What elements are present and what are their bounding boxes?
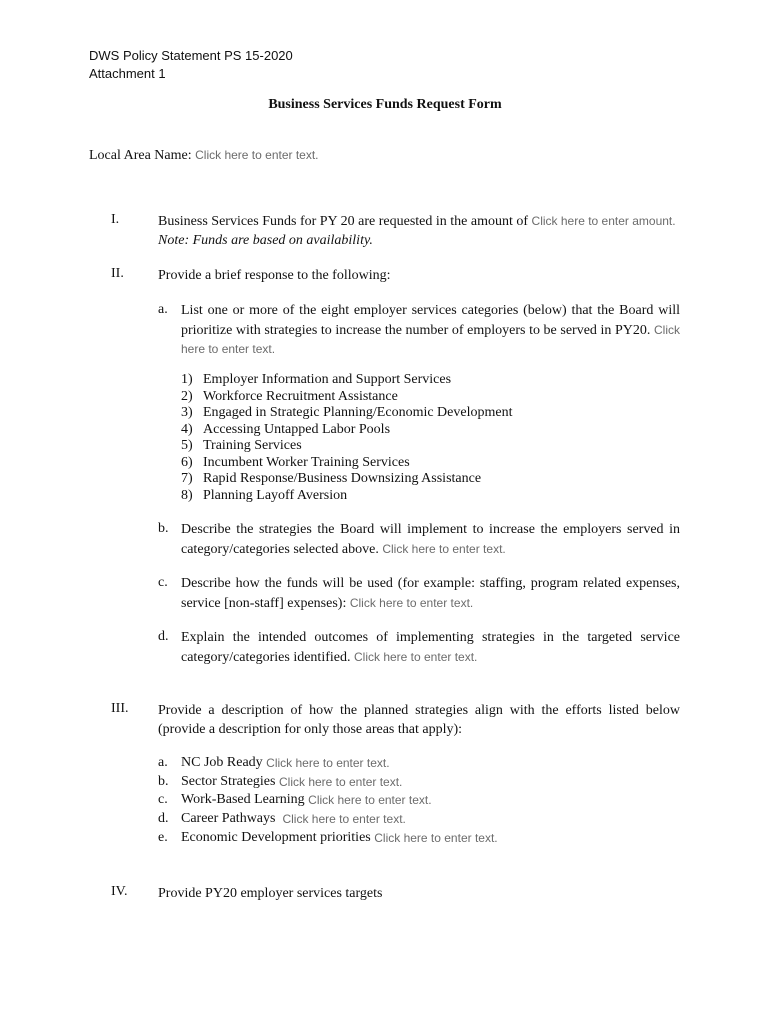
sector-strategies-field[interactable]: Click here to enter text. [278,774,403,789]
document-header [89,47,293,83]
amount-field[interactable]: Click here to enter amount. [531,214,676,228]
item-a-question: List one or more of the eight employer services categories (below) that the Board will prioritize with strategies to increase the number of employers to be served in PY20. [181,303,680,338]
category-item: 6) Incumbent Worker Training Services [181,454,410,470]
policy-statement-line: DWS Policy Statement PS 15-2020 [89,48,293,63]
category-item: 5) Training Services [181,438,302,453]
effort-item: a. NC Job Ready Click here to enter text. [158,754,498,773]
local-area-field[interactable]: Click here to enter text. [195,148,319,162]
category-item: 7) Rapid Response/Business Downsizing Assistance [181,471,482,486]
item-a-letter: a. [158,302,168,317]
item-a-field[interactable]: Click here to enter text. [181,322,681,356]
section-1-request-text: Business Services Funds for PY 20 are requested in the amount of [158,214,529,229]
section-2-number: II. [111,266,124,281]
career-pathways-field[interactable]: Click here to enter text. [282,812,406,827]
effort-item: c. Work-Based Learning Click here to enter text. [158,791,498,810]
item-c-field[interactable]: Click here to enter text. [349,595,474,610]
item-b-question: Describe the strategies the Board will implement to increase the employers served in category/categories selected above. [181,522,680,557]
work-based-learning-field[interactable]: Click here to enter text. [308,793,432,808]
category-item: 3) Engaged in Strategic Planning/Economic Development [181,405,513,420]
economic-development-field[interactable]: Click here to enter text. [374,830,498,845]
form-title: Business Services Funds Request Form [268,97,502,112]
section-4-number: IV. [111,884,128,899]
item-d-text [181,629,680,667]
local-area-label: Local Area Name: [89,148,192,163]
item-c-question: Describe how the funds will be used (for example: staffing, program related expenses, service [non-staff] expenses): [181,576,680,611]
section-3-number: III. [111,701,129,716]
item-d-field[interactable]: Click here to enter text. [353,649,478,664]
section-1-number: I. [111,212,120,227]
item-c-text [181,575,680,613]
item-b-letter: b. [158,521,169,536]
attachment-line: Attachment 1 [89,66,166,81]
funds-note: Note: Funds are based on availability. [158,233,373,248]
item-a-text [181,302,680,360]
category-item: 4) Accessing Untapped Labor Pools [181,421,391,437]
alignment-efforts-list [158,754,498,848]
section-3-text: Provide a description of how the planned strategies align with the efforts listed below (provide a description for only those areas that apply): [158,703,680,737]
category-item: 8) Planning Layoff Aversion [181,487,348,503]
effort-item: b. Sector Strategies Click here to enter text. [158,773,498,792]
category-item: 1) Employer Information and Support Services [181,372,452,387]
section-4-text: Provide PY20 employer services targets [158,886,383,901]
local-area-row [89,148,319,164]
item-d-letter: d. [158,629,169,644]
effort-item: d. Career Pathways Click here to enter text. [158,810,498,829]
item-d-question: Explain the intended outcomes of implementing strategies in the targeted service category/categories identified. [181,630,680,665]
nc-job-ready-field[interactable]: Click here to enter text. [266,756,390,770]
section-2-text: Provide a brief response to the following: [158,268,391,283]
section-1-text [158,212,680,250]
item-b-field[interactable]: Click here to enter text. [382,541,506,556]
employer-services-categories [181,372,512,504]
item-c-letter: c. [158,575,168,590]
category-item: 2) Workforce Recruitment Assistance [181,388,398,404]
item-b-text [181,521,680,559]
effort-item: e. Economic Development priorities Click here to enter text. [158,829,498,848]
